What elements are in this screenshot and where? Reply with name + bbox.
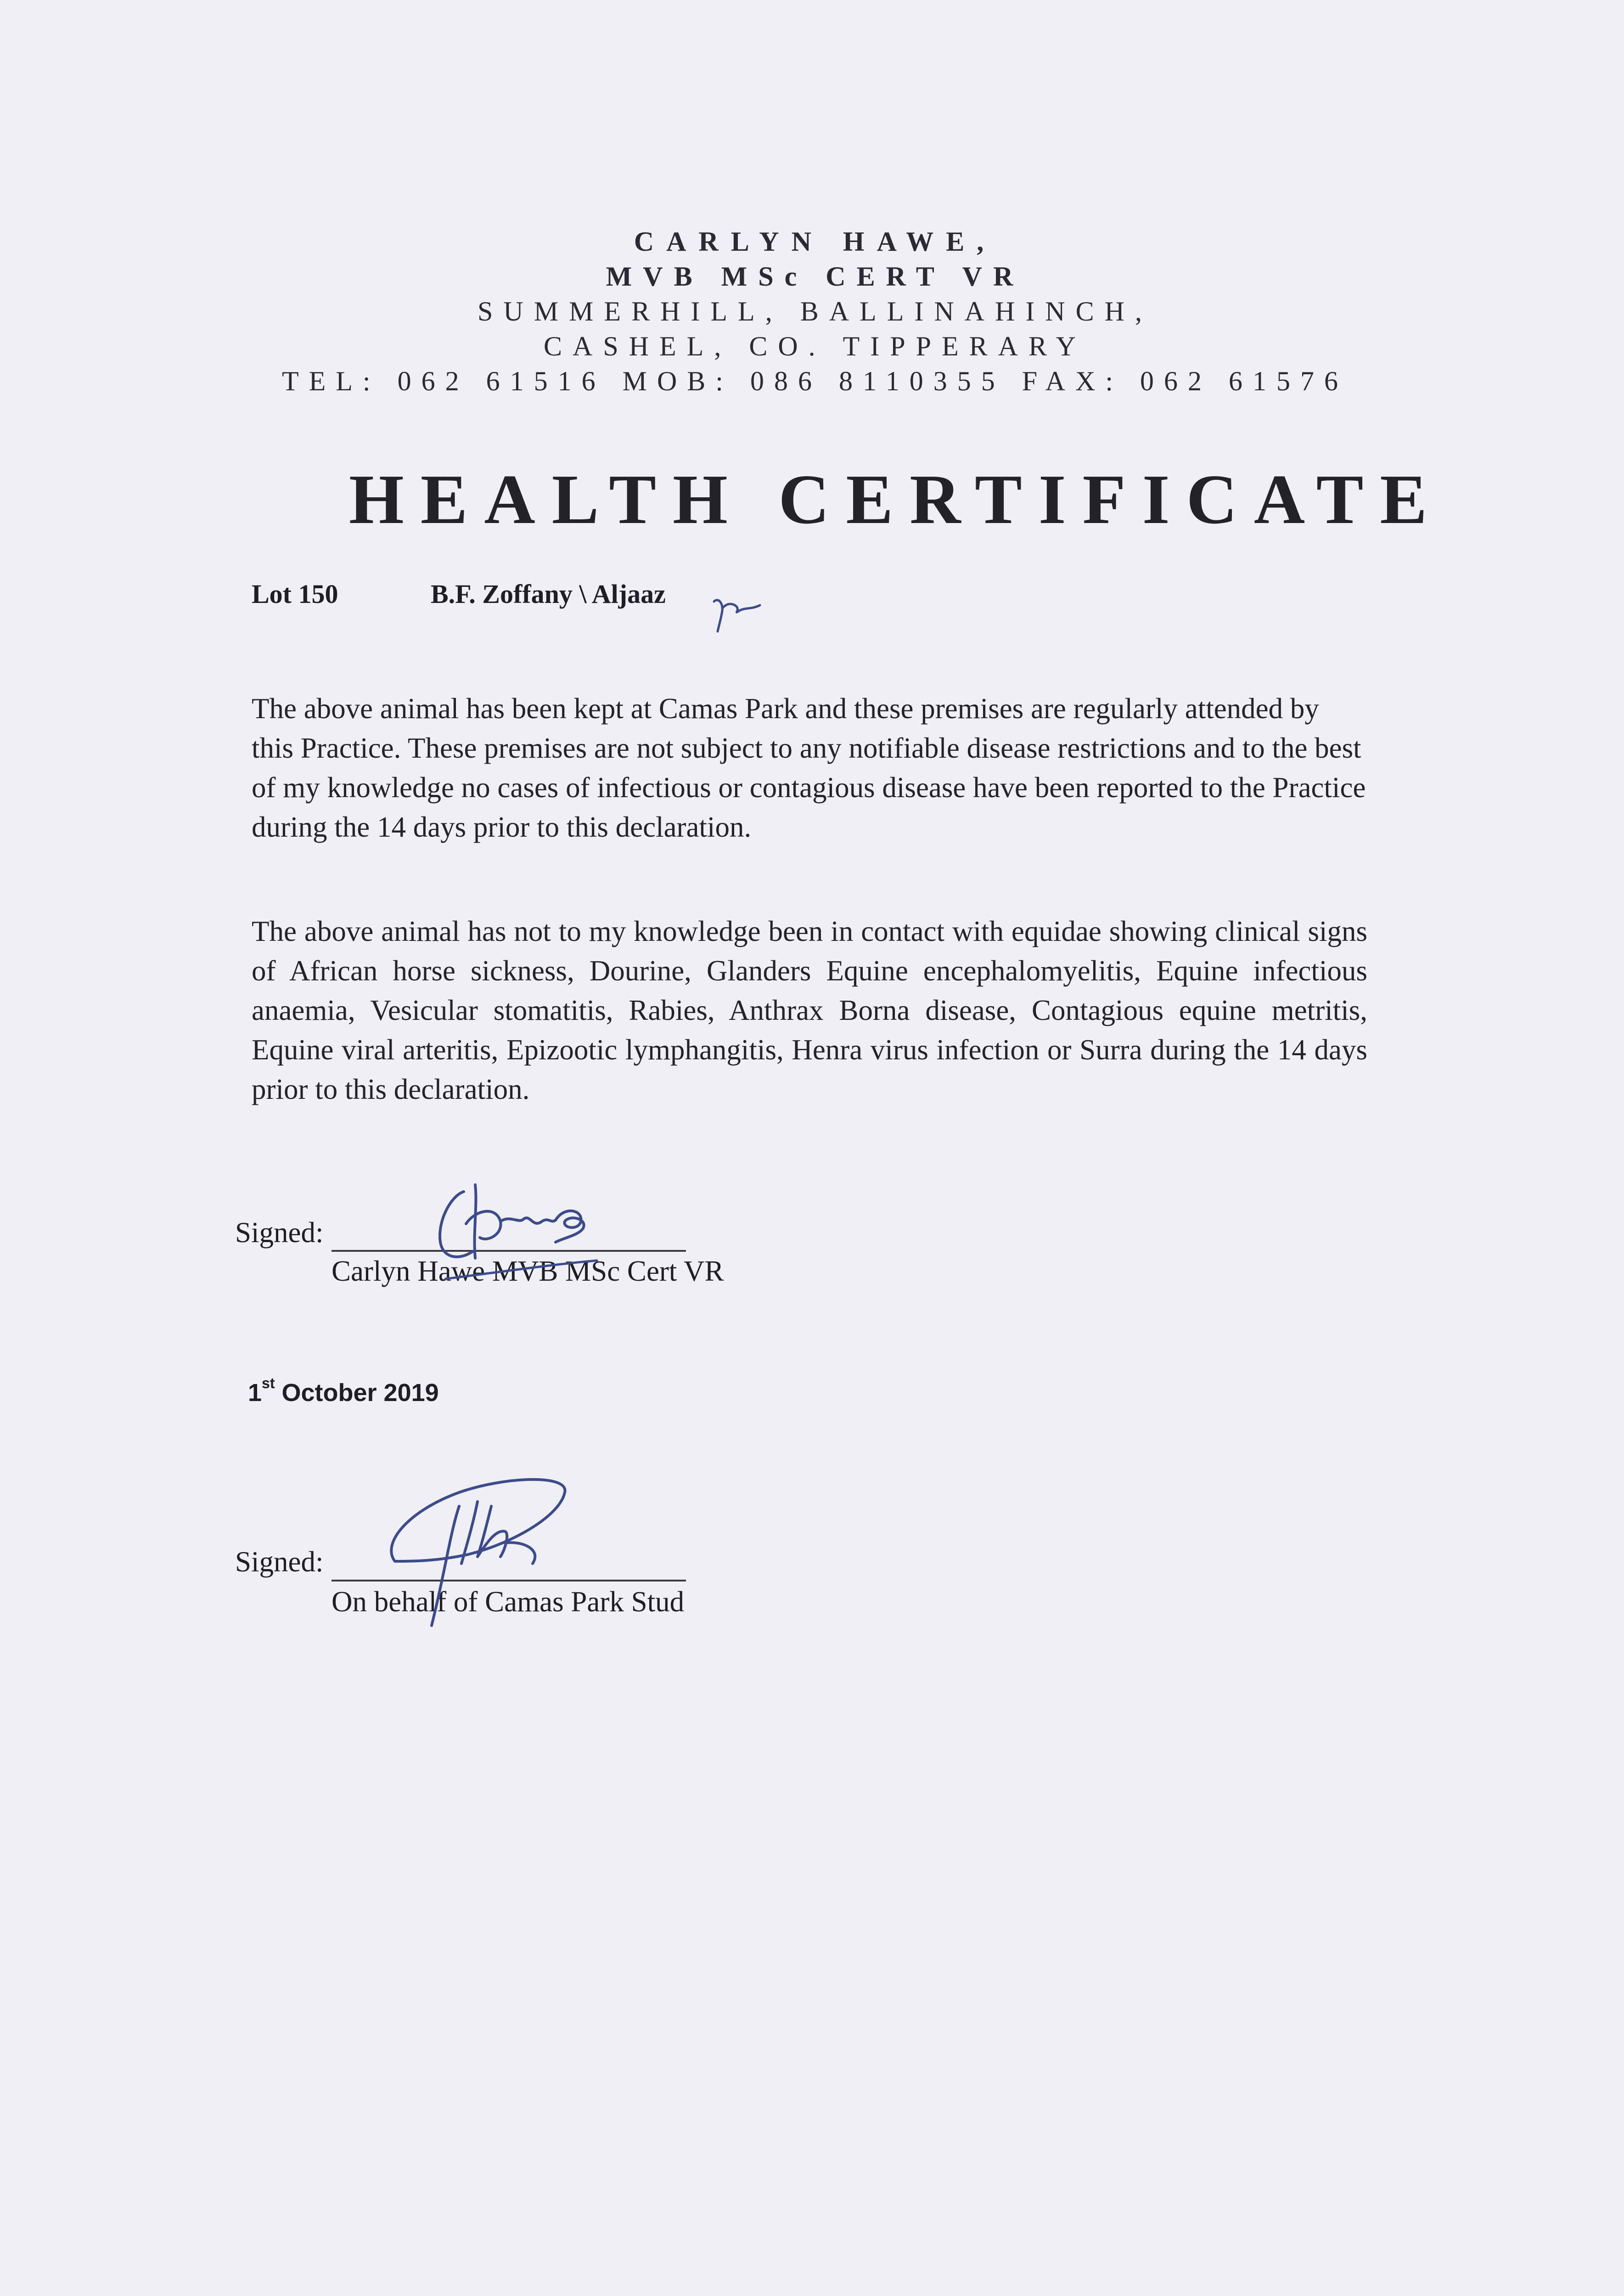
signature-caption-2: On behalf of Camas Park Stud [332, 1586, 685, 1618]
signature-caption-1: Carlyn Hawe MVB MSc Cert VR [332, 1255, 724, 1287]
practitioner-name: CARLYN HAWE, [634, 226, 996, 257]
handwritten-correction-mark [709, 583, 778, 634]
premises-declaration: The above animal has been kept at Camas Park and these premises are regularly attended by this Practice. These premises are not subject to any notifiable disease restrictions and to the best of my knowledge no cases of infectious or contagious disease have been reported to the Practice during the 14 days prior to this declaration. [252, 692, 1366, 843]
address-line-2: CASHEL, CO. TIPPERARY [543, 331, 1087, 361]
date-rest: October 2019 [275, 1379, 439, 1407]
signed-label-1: Signed: [235, 1216, 324, 1249]
practitioner-qualifications: MVB MSc CERT VR [606, 261, 1024, 292]
date-day: 1 [248, 1379, 262, 1407]
date-suffix: st [262, 1375, 275, 1391]
signed-label-2: Signed: [235, 1546, 324, 1578]
contact-numbers: TEL: 062 61516 MOB: 086 8110355 FAX: 062 61576 [281, 366, 1348, 396]
certificate-date [248, 1375, 439, 1407]
document-title: HEALTH CERTIFICATE [349, 461, 1444, 539]
letterhead [253, 224, 1377, 399]
lot-number: Lot 150 [252, 579, 338, 609]
vet-handwritten-signature [432, 1178, 615, 1283]
horse-breeding: B.F. Zoffany \ Aljaaz [431, 579, 666, 609]
address-line-1: SUMMERHILL, BALLINAHINCH, [478, 296, 1152, 326]
stud-handwritten-signature [367, 1451, 597, 1635]
disease-contact-declaration: The above animal has not to my knowledge been in contact with equidae showing clinical signs of African horse sickness, Dourine, Glanders Equine encephalomyelitis, Equine infectious anaemia, Vesicular stomatitis, Rabies, Anthrax Borna disease, Contagious equine metritis, Equine viral arteritis, Epizootic lymphangitis, Henra virus infection or Surra during the 14 days prior to this declaration. [252, 915, 1367, 1105]
